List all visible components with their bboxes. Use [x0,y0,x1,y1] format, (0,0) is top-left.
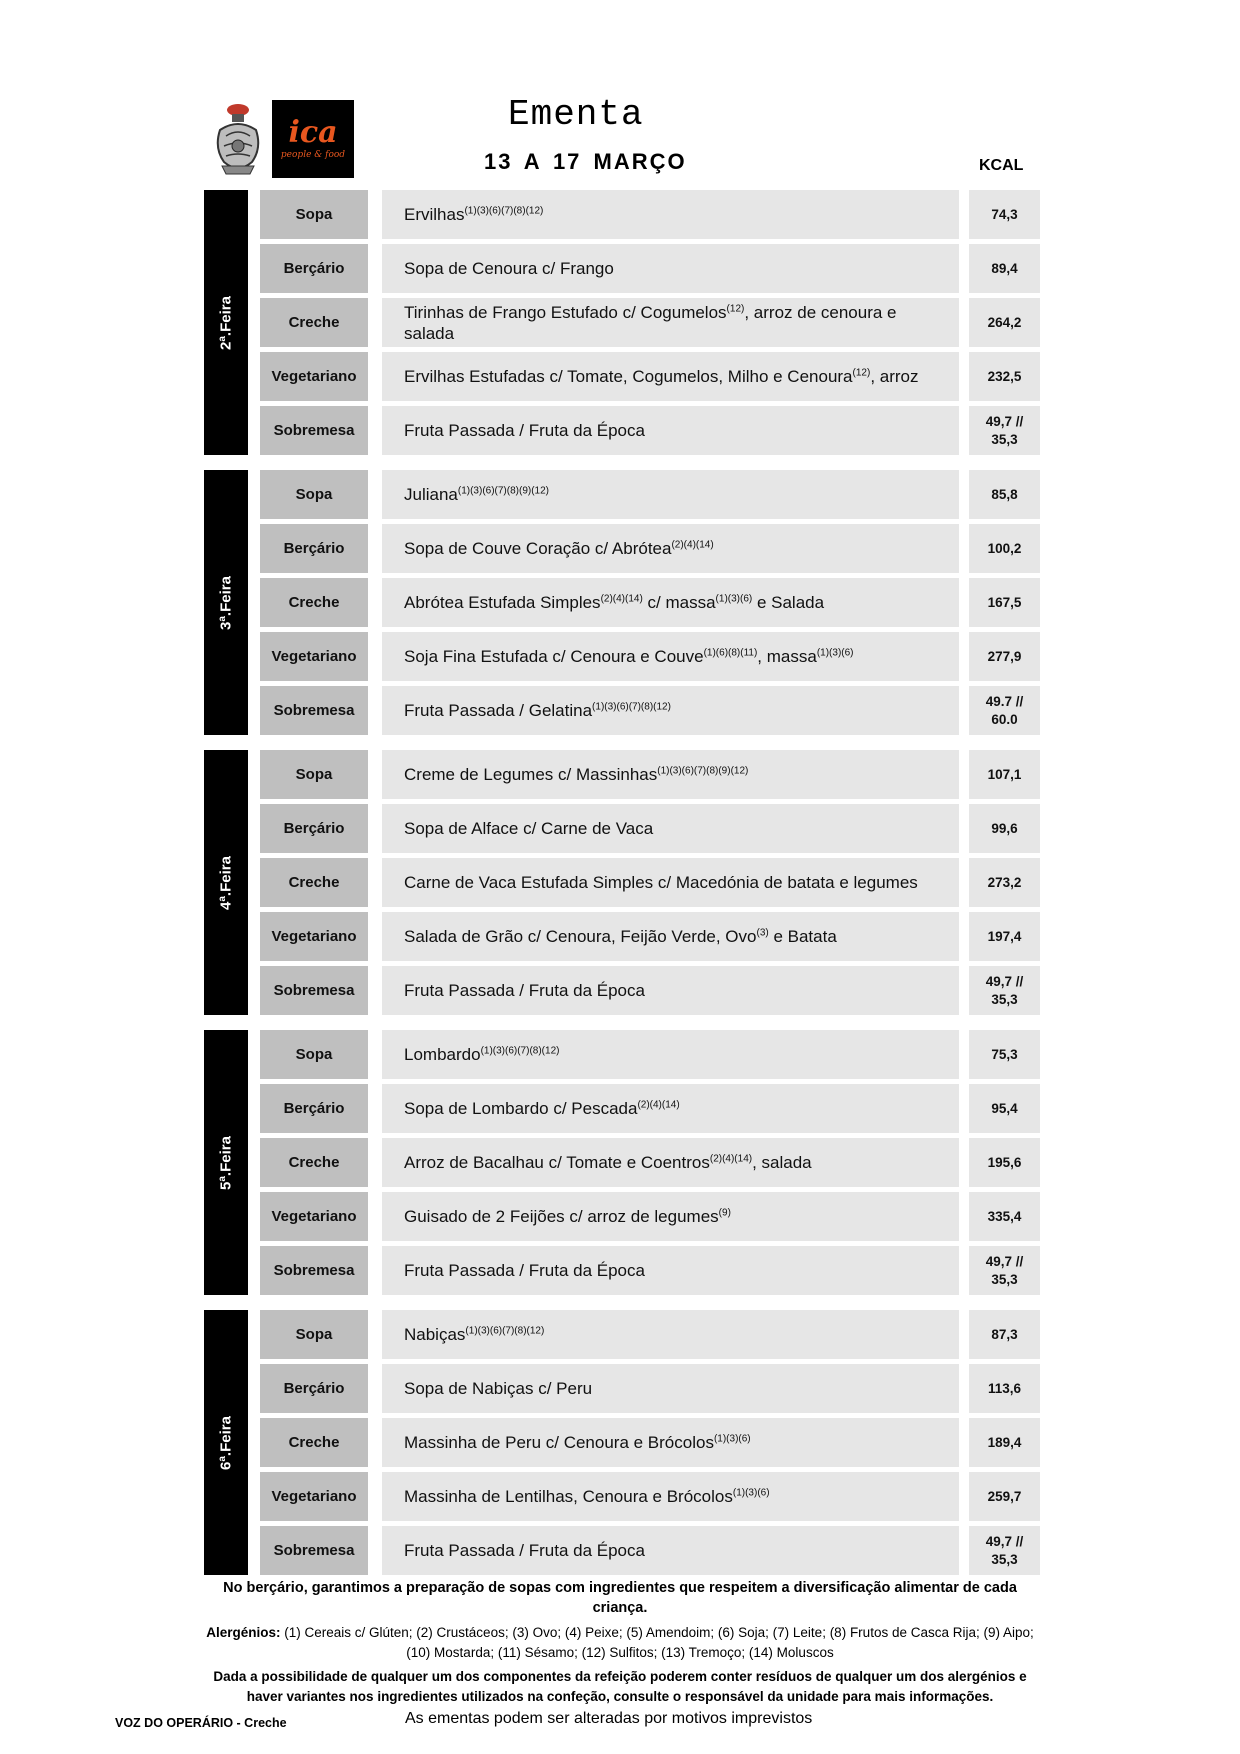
dish-cell: Sopa de Lombardo c/ Pescada$^{(2)(4)(14)}$ [382,1084,959,1133]
day-block [204,750,1040,1015]
day-label: 4ª.Feira [217,855,235,910]
dish-cell: Carne de Vaca Estufada Simples c/ Macedónia de batata e legumes [382,858,959,907]
dish-cell: Juliana$^{(1)(3)(6)(7)(8)(9)(12)}$ [382,470,959,519]
kcal-value: 107,1 [969,750,1040,799]
kcal-value: 85,8 [969,470,1040,519]
bercario-note: No berçário, garantimos a preparação de sopas com ingredientes que respeitem a diversificação alimentar de cada criança. [223,1580,1017,1616]
menu-row [260,578,1040,627]
kcal-value: 99,6 [969,804,1040,853]
dish-cell: Arroz de Bacalhau c/ Tomate e Coentros$^{(2)(4)(14)}$, salada [382,1138,959,1187]
day-bar [204,470,248,735]
day-label: 6ª.Feira [217,1415,235,1470]
kcal-value: 277,9 [969,632,1040,681]
category-label: Creche [260,858,368,907]
menu-row [260,1418,1040,1467]
day-label: 3ª.Feira [217,575,235,630]
dish-cell: Salada de Grão c/ Cenoura, Feijão Verde, Ovo$^{(3)}$ e Batata [382,912,959,961]
dish-cell: Ervilhas Estufadas c/ Tomate, Cogumelos, Milho e Cenoura$^{(12)}$, arroz [382,352,959,401]
dish-cell: Fruta Passada / Fruta da Época [382,966,959,1015]
menu-row [260,750,1040,799]
kcal-value: 113,6 [969,1364,1040,1413]
category-label: Sobremesa [260,686,368,735]
kcal-value: 74,3 [969,190,1040,239]
kcal-value: 87,3 [969,1310,1040,1359]
menu-row [260,858,1040,907]
kcal-value: 49.7 // 60.0 [969,686,1040,735]
day-bar [204,1030,248,1295]
day-block [204,190,1040,455]
menu-row [260,352,1040,401]
category-label: Vegetariano [260,352,368,401]
menu-row [260,1030,1040,1079]
day-label: 2ª.Feira [217,295,235,350]
day-block [204,1310,1040,1575]
menu-row [260,632,1040,681]
dish-cell: Tirinhas de Frango Estufado c/ Cogumelos$^{(12)}$, arroz de cenoura e salada [382,298,959,347]
day-bar [204,750,248,1015]
menu-row [260,1472,1040,1521]
menu-row [260,298,1040,347]
menu-row [260,1310,1040,1359]
dish-cell: Ervilhas$^{(1)(3)(6)(7)(8)(12)}$ [382,190,959,239]
kcal-value: 167,5 [969,578,1040,627]
ica-logo-word: ica [288,115,338,150]
kcal-value: 232,5 [969,352,1040,401]
category-label: Sopa [260,470,368,519]
category-label: Sopa [260,1030,368,1079]
menu-row [260,524,1040,573]
menu-row [260,1526,1040,1575]
dish-cell: Sopa de Cenoura c/ Frango [382,244,959,293]
kcal-value: 273,2 [969,858,1040,907]
category-label: Berçário [260,244,368,293]
dish-cell: Abrótea Estufada Simples$^{(2)(4)(14)}$ c/ massa$^{(1)(3)(6)}$ e Salada [382,578,959,627]
dish-cell: Sopa de Couve Coração c/ Abrótea$^{(2)(4)(14)}$ [382,524,959,573]
menu-row [260,1192,1040,1241]
menu-row [260,1138,1040,1187]
allergens-legend [205,1623,1035,1663]
kcal-value: 49,7 // 35,3 [969,966,1040,1015]
menu-row [260,966,1040,1015]
kcal-value: 95,4 [969,1084,1040,1133]
category-label: Creche [260,578,368,627]
page-title: Ementa [508,94,644,135]
dish-cell: Fruta Passada / Fruta da Época [382,1246,959,1295]
dish-cell: Soja Fina Estufada c/ Cenoura e Couve$^{(1)(6)(8)(11)}$, massa$^{(1)(3)(6)}$ [382,632,959,681]
category-label: Sobremesa [260,1526,368,1575]
dish-cell: Guisado de 2 Feijões c/ arroz de legumes$^{(9)}$ [382,1192,959,1241]
category-label: Sobremesa [260,966,368,1015]
menu-row [260,1246,1040,1295]
dish-cell: Creme de Legumes c/ Massinhas$^{(1)(3)(6)(7)(8)(9)(12)}$ [382,750,959,799]
menu-row [260,686,1040,735]
category-label: Berçário [260,804,368,853]
category-label: Vegetariano [260,912,368,961]
kcal-value: 89,4 [969,244,1040,293]
allergens-label: Alergénios: [206,1625,281,1640]
dish-cell: Massinha de Peru c/ Cenoura e Brócolos$^{(1)(3)(6)}$ [382,1418,959,1467]
menu-row [260,1084,1040,1133]
dish-cell: Lombardo$^{(1)(3)(6)(7)(8)(12)}$ [382,1030,959,1079]
allergens-list: (1) Cereais c/ Glúten; (2) Crustáceos; (3) Ovo; (4) Peixe; (5) Amendoim; (6) Soja; (7) Leite; (8) Frutos de Casca Rija; (9) Aipo; (10) Mostarda; (11) Sésamo; (12) Sulfitos; (13) Tremoço; (14) Moluscos [280,1625,1034,1660]
ica-logo-tagline: people & food [280,150,346,160]
dish-cell: Fruta Passada / Fruta da Época [382,1526,959,1575]
menu-row [260,190,1040,239]
ica-logo [272,100,354,178]
category-label: Berçário [260,524,368,573]
kcal-value: 75,3 [969,1030,1040,1079]
kcal-value: 100,2 [969,524,1040,573]
category-label: Sobremesa [260,406,368,455]
dish-cell: Sopa de Nabiças c/ Peru [382,1364,959,1413]
kcal-value: 189,4 [969,1418,1040,1467]
kcal-column-header: KCAL [979,157,1024,174]
menu-row [260,244,1040,293]
category-label: Vegetariano [260,1192,368,1241]
logo-area [212,100,354,178]
day-block [204,1030,1040,1295]
dish-cell: Fruta Passada / Gelatina$^{(1)(3)(6)(7)(8)(12)}$ [382,686,959,735]
category-label: Creche [260,1418,368,1467]
residues-note: Dada a possibilidade de qualquer um dos componentes da refeição poderem conter resíduos de qualquer um dos alergénios e haver variantes nos ingredientes utilizados na confeção, consulte o responsável da unidade para mais informações. [213,1669,1027,1704]
category-label: Sopa [260,750,368,799]
category-label: Creche [260,1138,368,1187]
kcal-value: 49,7 // 35,3 [969,406,1040,455]
menu-row [260,1364,1040,1413]
dish-cell: Fruta Passada / Fruta da Época [382,406,959,455]
menu-row [260,470,1040,519]
kcal-value: 264,2 [969,298,1040,347]
organization-name: VOZ DO OPERÁRIO - Creche [115,1716,287,1730]
kcal-value: 49,7 // 35,3 [969,1246,1040,1295]
dish-cell: Nabiças$^{(1)(3)(6)(7)(8)(12)}$ [382,1310,959,1359]
changes-note: As ementas podem ser alteradas por motivos imprevistos [405,1710,813,1727]
kcal-value: 195,6 [969,1138,1040,1187]
menu-row [260,912,1040,961]
category-label: Sobremesa [260,1246,368,1295]
kcal-value: 335,4 [969,1192,1040,1241]
menu-row [260,804,1040,853]
category-label: Vegetariano [260,632,368,681]
category-label: Berçário [260,1364,368,1413]
category-label: Creche [260,298,368,347]
day-block [204,470,1040,735]
kcal-value: 197,4 [969,912,1040,961]
kcal-value: 259,7 [969,1472,1040,1521]
day-bar [204,1310,248,1575]
menu-row [260,406,1040,455]
crest-logo-icon [212,100,264,178]
dish-cell: Sopa de Alface c/ Carne de Vaca [382,804,959,853]
category-label: Sopa [260,1310,368,1359]
day-label: 5ª.Feira [217,1135,235,1190]
category-label: Berçário [260,1084,368,1133]
day-bar [204,190,248,455]
category-label: Sopa [260,190,368,239]
dish-cell: Massinha de Lentilhas, Cenoura e Brócolos$^{(1)(3)(6)}$ [382,1472,959,1521]
kcal-value: 49,7 // 35,3 [969,1526,1040,1575]
date-range: 13 A 17 MARÇO [484,149,687,174]
category-label: Vegetariano [260,1472,368,1521]
